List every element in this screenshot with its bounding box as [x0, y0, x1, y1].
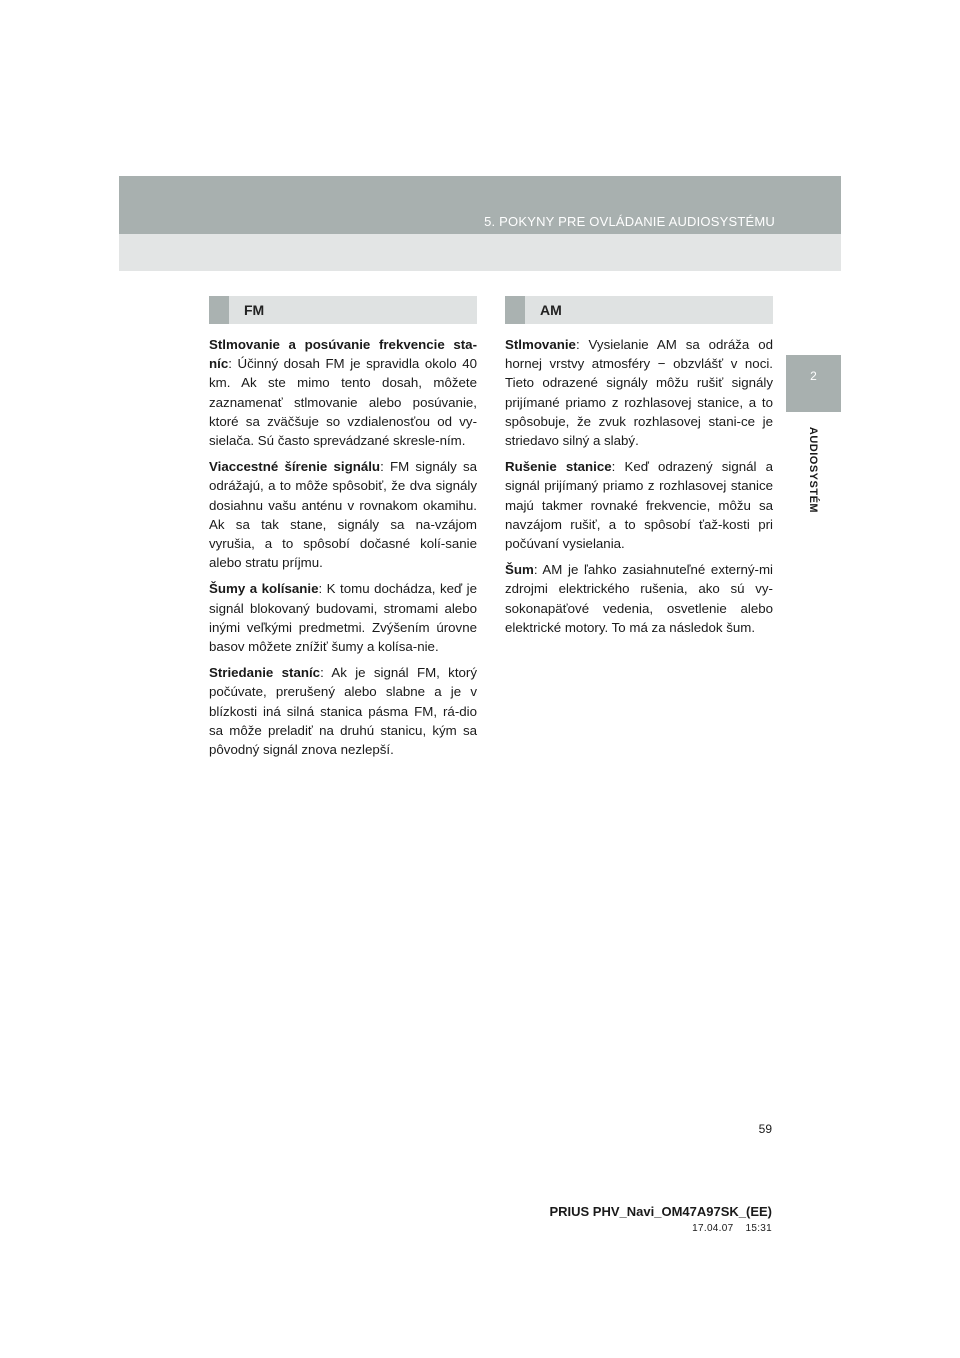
paragraph-text: : FM signály sa odrážajú, a to môže spôsobiť, že dva signály dosiahnu vašu anténu v rovnakom okamihu. Ak sa tak stane, signály sa na-vzájom vyrušia, a to spôsobí dočasné kolí-sanie alebo stratu príjmu. — [209, 459, 477, 571]
am-column — [505, 296, 773, 644]
fm-section-heading — [209, 296, 477, 324]
paragraph-text: : Keď odrazený signál a signál prijímaný priamo z rozhlasovej stanice majú takmer rovnaké frekvencie, môžu sa navzájom rušiť, a to spôsobí ťaž-kosti pri počúvaní vysielania. — [505, 459, 774, 552]
paragraph-term: Stlmovanie a posúvanie frekvencie sta-níc — [209, 337, 477, 372]
paragraph-text: : Vysielanie AM sa odráža od hornej vrstvy atmosféry − obzvlášť v noci. Tieto odrazené signály môžu rušiť signály prijímané priamo z rozhlasovej stanice, a to spôsobuje, že zvuk rozhlasovej stani-ce je striedavo silný a slabý. — [505, 337, 773, 449]
paragraph — [209, 579, 477, 656]
header-subband — [119, 234, 841, 271]
paragraph-term: Šum — [505, 562, 534, 578]
chapter-title: 5. POKYNY PRE OVLÁDANIE AUDIOSYSTÉMU — [484, 214, 775, 229]
paragraph — [209, 335, 477, 450]
print-date: 17.04.07 — [692, 1223, 734, 1234]
am-heading-label: AM — [540, 302, 562, 318]
page-number: 59 — [758, 1122, 772, 1136]
paragraph — [209, 457, 477, 572]
heading-marker — [505, 296, 525, 324]
am-section-heading — [505, 296, 773, 324]
paragraph-term: Viaccestné šírenie signálu — [209, 459, 381, 475]
chapter-side-label: AUDIOSYSTÉM — [807, 426, 819, 514]
paragraph — [209, 663, 477, 759]
chapter-number: 2 — [810, 369, 817, 383]
paragraph-text: : AM je ľahko zasiahnuteľné externý-mi zdrojmi elektrického rušenia, ako sú vy-sokonapäťové vedenia, osvetlenie alebo elektrické motory. To má za následok šum. — [505, 562, 773, 635]
chapter-tab — [786, 355, 841, 412]
print-timestamp — [692, 1223, 772, 1234]
paragraph-text: : Účinný dosah FM je spravidla okolo 40 km. Ak ste mimo tento dosah, môžete zaznamenať stlmovanie alebo posúvanie, ktoré sa zväčšuje so vzdialenosťou od vy-sielača. Sú často sprevádzané skresle-ním. — [209, 356, 477, 449]
paragraph-term: Šumy a kolísanie — [209, 581, 319, 597]
paragraph-term: Striedanie staníc — [209, 665, 321, 681]
paragraph — [505, 560, 773, 637]
paragraph-term: Stlmovanie — [505, 337, 576, 352]
paragraph — [505, 457, 773, 553]
fm-heading-label: FM — [244, 302, 265, 318]
header-band — [119, 176, 841, 234]
heading-marker — [209, 296, 229, 324]
fm-column — [209, 296, 477, 766]
document-code: PRIUS PHV_Navi_OM47A97SK_(EE) — [549, 1204, 772, 1219]
paragraph — [505, 335, 773, 450]
paragraph-text: : K tomu dochádza, keď je signál blokovaný budovami, stromami alebo inými veľkými predmetmi. Zvýšením úrovne basov môžete znížiť šumy a kolísa-nie. — [209, 581, 477, 655]
paragraph-text: : Ak je signál FM, ktorý počúvate, prerušený alebo slabne a je v blízkosti iná silná stanica pásma FM, rá-dio sa môže preladiť na druhú stanicu, kým sa pôvodný signál znova nezlepší. — [209, 665, 478, 758]
print-time: 15:31 — [745, 1223, 772, 1234]
paragraph-term: Rušenie stanice — [505, 459, 612, 475]
